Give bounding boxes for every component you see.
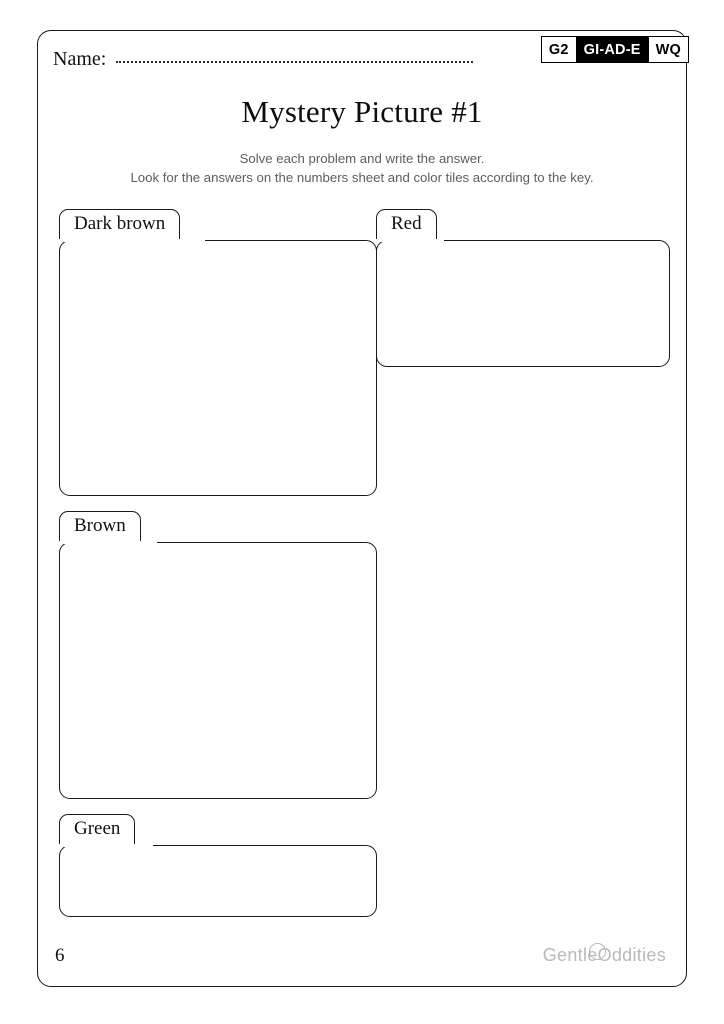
badge-segment-grade: G2 [542,37,576,62]
classification-badge [541,36,689,63]
group-body-red [376,240,670,367]
problem-group-red [376,209,670,367]
problem-group-brown [59,511,377,799]
group-tab-label-dark-brown: Dark brown [59,209,180,239]
brand-name-prefix: Gentle [542,945,598,965]
worksheet-page [37,30,687,987]
page-title: Mystery Picture #1 [241,94,483,129]
page-number: 6 [55,945,65,966]
group-tab-label-brown: Brown [59,511,141,541]
badge-segment-type: WQ [649,37,688,62]
problem-group-green [59,814,377,917]
group-tab-label-red: Red [376,209,437,239]
problem-group-dark-brown [59,209,377,496]
instructions [38,149,686,187]
name-field-row [53,48,473,71]
group-tab-label-green: Green [59,814,135,844]
name-input-line[interactable] [116,51,473,65]
name-label: Name: [53,48,107,70]
group-body-green [59,845,377,917]
brand-logo [543,945,666,966]
group-body-brown [59,542,377,799]
badge-segment-code: GI-AD-E [576,37,649,62]
brand-name-suffix: Oddities [597,945,666,965]
instruction-line-2: Look for the answers on the numbers sheet and color tiles according to the key. [130,170,594,185]
group-body-dark-brown [59,240,377,496]
instruction-line-1: Solve each problem and write the answer. [239,151,485,166]
